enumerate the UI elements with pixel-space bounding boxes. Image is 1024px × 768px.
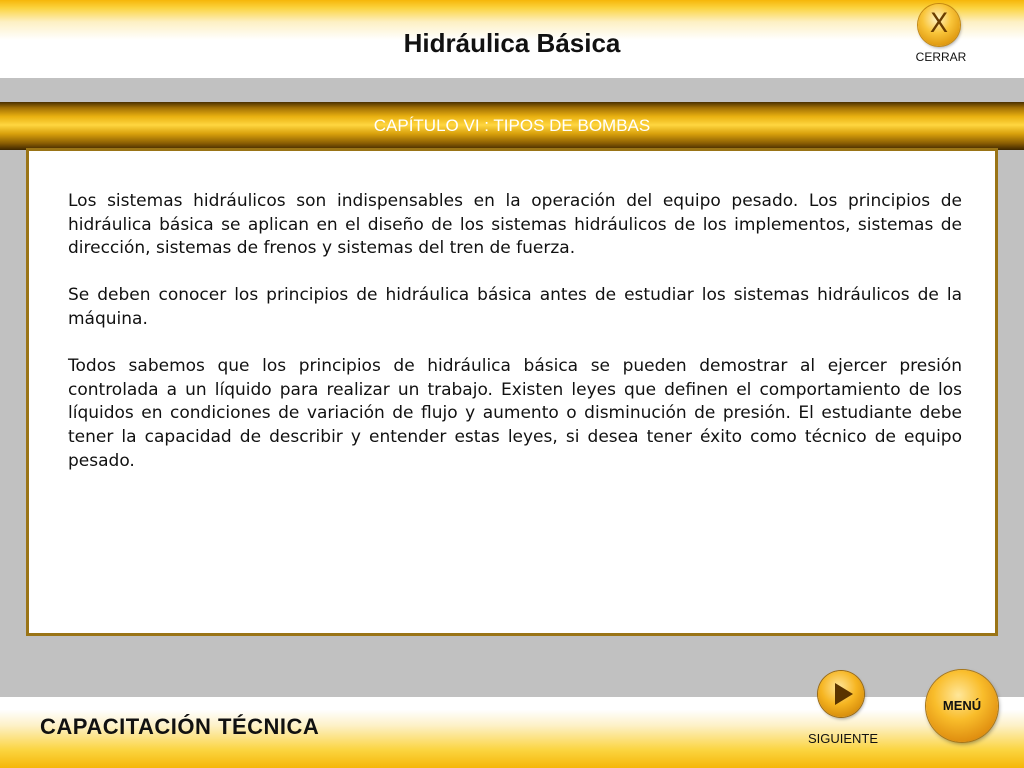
menu-button[interactable] <box>926 670 998 742</box>
chapter-title: CAPÍTULO VI : TIPOS DE BOMBAS <box>373 116 651 135</box>
content-text <box>68 190 962 497</box>
paragraph-1: Los sistemas hidráulicos son indispensables en la operación del equipo pesado. Los principios de hidráulica básica se aplican en el diseño de los sistemas hidráulicos de los implementos, sistemas de dirección, sistemas de frenos y sistemas del tren de fuerza. <box>68 191 962 259</box>
menu-label[interactable]: MENÚ <box>942 698 982 713</box>
next-label[interactable]: SIGUIENTE <box>807 731 879 746</box>
close-icon[interactable]: X <box>929 8 949 39</box>
paragraph-2: Se deben conocer los principios de hidráulica básica antes de estudiar los sistemas hidráulicos de la máquina. <box>68 285 962 329</box>
brand-text: CAPACITACIÓN TÉCNICA <box>40 714 320 739</box>
page-title: Hidráulica Básica <box>403 28 621 58</box>
next-button[interactable] <box>818 671 864 717</box>
close-button[interactable] <box>918 4 960 46</box>
play-icon[interactable] <box>818 671 864 717</box>
close-label[interactable]: CERRAR <box>915 50 967 64</box>
paragraph-3: Todos sabemos que los principios de hidráulica básica se pueden demostrar al ejercer presión controlada a un líquido para realizar un trabajo. Existen leyes que definen el comportamiento de los líquidos en condiciones de variación de flujo y aumento o disminución de presión. El estudiante debe tener la capacidad de describir y entender estas leyes, si desea tener éxito como técnico de equipo pesado. <box>68 356 962 471</box>
